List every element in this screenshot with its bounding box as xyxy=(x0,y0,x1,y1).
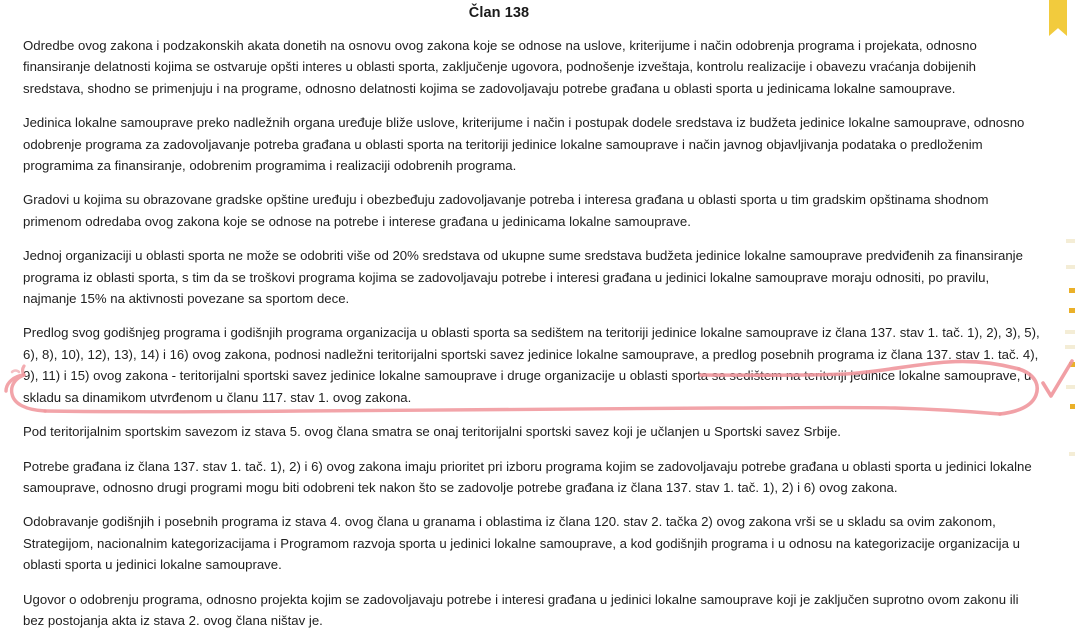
paragraph-9: Ugovor o odobrenju programa, odnosno projekta kojim se zadovoljavaju potrebe i interesi građana u jedinici lokalne samouprave koji je zaključen suprotno ovom zakonu ili bez postojanja akta iz stava 2. ovog člana ništav je. xyxy=(23,591,1019,628)
page-title: Član 138 xyxy=(468,5,530,21)
paragraph-2: Jedinica lokalne samouprave preko nadležnih organa uređuje bliže uslove, kriterijume i način i postupak dodele sredstava iz budžeta jedinice lokalne samouprave, odnosno odobrenje programa za zadovoljavanje potreba građana u oblasti sporta na teritoriji jedinice lokalne samouprave i način javnog objavljivanja podataka o predloženim programima za finansiranje, odobrenim programima i realizaciji odobrenih programa. xyxy=(23,115,1025,174)
paragraph-8: Odobravanje godišnjih i posebnih programa iz stava 4. ovog člana u granama i oblastima iz člana 120. stav 2. tačka 2) ovog zakona vrši se u skladu sa ovim zakonom, Strategijom, nacionalnim kategorizacijama i Programom razvoja sporta u jedinici lokalne samouprave, a kod godišnjih programa i u odnosu na kategorizacije organizacija u oblasti sporta u jedinici lokalne samouprave. xyxy=(23,514,1020,573)
paragraph-3: Gradovi u kojima su obrazovane gradske opštine uređuju i obezbeđuju zadovoljavanje potreba i interesa građana u oblasti sporta u tim gradskim opštinama shodnom primenom odredaba ovog zakona koje se odnose na potrebe i interese građana u jedinicama lokalne samouprave. xyxy=(23,192,989,229)
paragraph-7-annotated: Potrebe građana iz člana 137. stav 1. tač. 1), 2) i 6) ovog zakona imaju prioritet pri izboru programa kojim se zadovoljavaju potrebe građana u oblasti sporta u jedinici lokalne samouprave, odnosno drugi programi mogu biti odobreni tek nakon što se zadovolje potrebe građana iz člana 137. stav 1. tač. 1), 2) i 6) ovog zakona. xyxy=(23,458,1032,495)
paragraph-1: Odredbe ovog zakona i podzakonskih akata donetih na osnovu ovog zakona koje se odnose na uslove, kriterijume i način odobrenja programa i projekata, odnosno finansiranje delatnosti kojima se ostvaruje opšti interes u oblasti sporta, zaključenje ugovora, podnošenje izveštaja, kontrolu realizacije i obavezu vraćanja dobijenih sredstava, shodno se primenjuju i na programe, odnosno delatnosti kojima se zadovoljavaju potrebe građana u oblasti sporta u jedinicama lokalne samouprave. xyxy=(23,38,977,96)
paragraph-6: Pod teritorijalnim sportskim savezom iz stava 5. ovog člana smatra se onaj teritorijalni sportski savez koji je učlanjen u Sportski savez Srbije. xyxy=(23,424,841,440)
paragraph-4: Jednoj organizaciji u oblasti sporta ne može se odobriti više od 20% sredstava od ukupne sume sredstava budžeta jedinice lokalne samouprave predviđenih za finansiranje programa iz oblasti sporta, s tim da se troškovi programa kojima se zadovoljavaju potrebe i interesi građana u jedinici lokalne samouprave moraju odnositi, po pravilu, najmanje 15% na aktivnosti povezane sa sportom dece. xyxy=(23,248,1023,307)
paragraph-5: Predlog svog godišnjeg programa i godišnjih programa organizacija u oblasti sporta sa sedištem na teritoriji jedinice lokalne samouprave iz člana 137. stav 1. tač. 1), 2), 3), 5), 6), 8), 10), 12), 13), 14) i 16) ovog zakona, podnosi nadležni teritorijalni sportski savez jedinice lokalne samouprave, a predlog posebnih programa iz člana 137. stav 1. tač. 4), 9), 11) i 15) ovog zakona - teritorijalni sportski savez jedinice lokalne samouprave i druge organizacije u oblasti sporta sa sedištem na teritoriji jedinice lokalne samouprave, u skladu sa dinamikom utvrđenom u članu 117. stav 1. ovog zakona. xyxy=(23,325,1040,405)
